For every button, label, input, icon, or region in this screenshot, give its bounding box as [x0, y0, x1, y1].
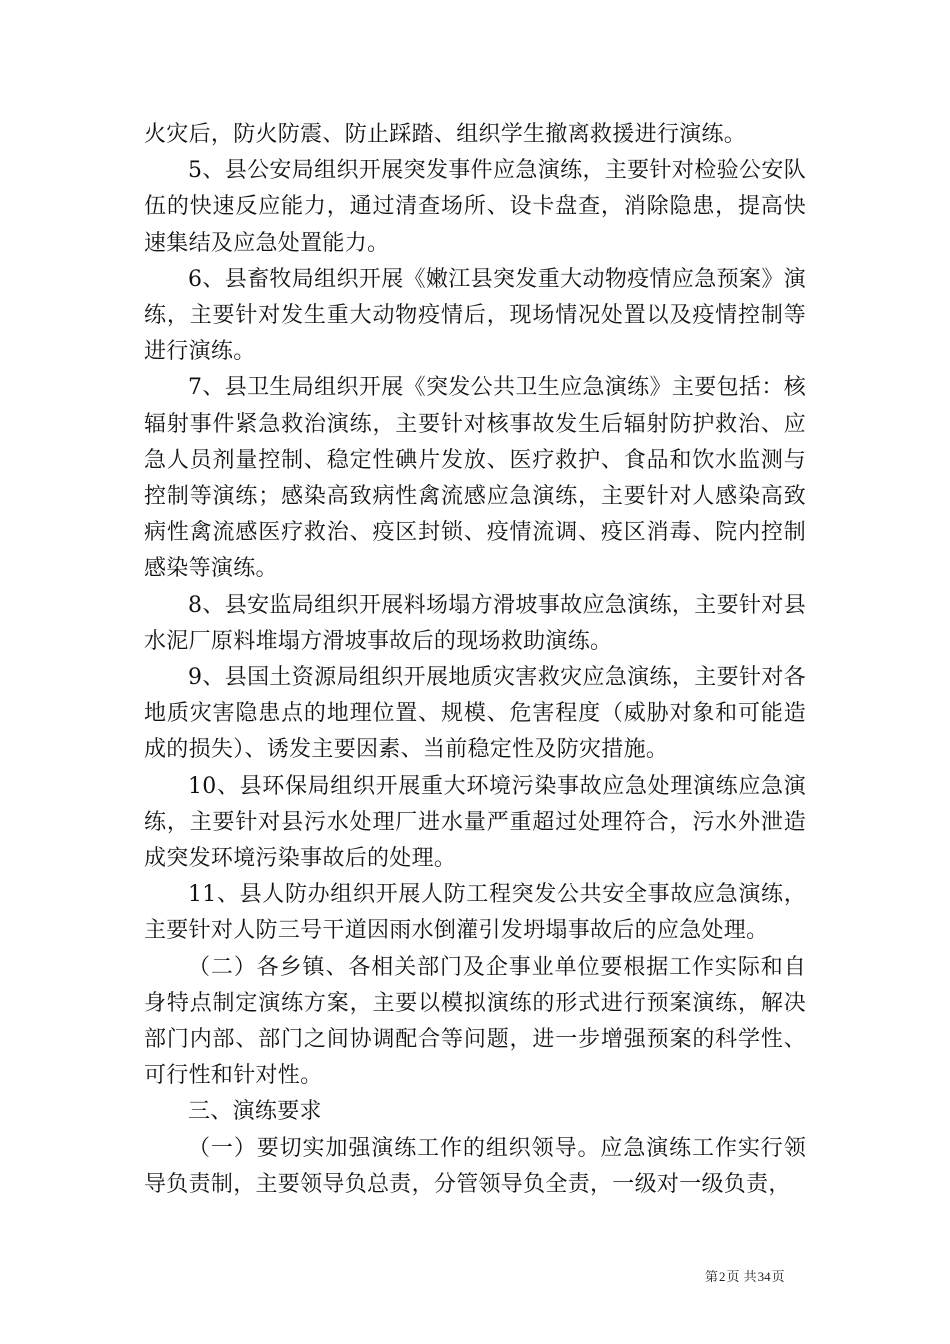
footer-prefix: 第 — [705, 1270, 719, 1285]
footer-suffix: 页 — [771, 1270, 785, 1285]
footer-middle: 页 共 — [726, 1270, 757, 1285]
paragraph-1: 火灾后，防火防震、防止踩踏、组织学生撤离救援进行演练。 — [144, 122, 747, 147]
paragraph-7: 10、县环保局组织开展重大环境污染事故应急处理演练应急演练，主要针对县污水处理厂进水量严重超过处理符合，污水外泄造成突发环境污染事故后的处理。 — [144, 773, 806, 872]
paragraph-5: 8、县安监局组织开展料场塌方滑坡事故应急演练，主要针对县水泥厂原料堆塌方滑坡事故后的现场救助演练。 — [144, 592, 806, 654]
current-page-number: 2 — [719, 1269, 726, 1284]
paragraph-9: （二）各乡镇、各相关部门及企事业单位要根据工作实际和自身特点制定演练方案，主要以模拟演练的形式进行预案演练，解决部门内部、部门之间协调配合等问题，进一步增强预案的科学性、可行性和针对性。 — [144, 954, 806, 1089]
section-heading: 三、演练要求 — [188, 1099, 322, 1125]
paragraph-3: 6、县畜牧局组织开展《嫩江县突发重大动物疫情应急预案》演练，主要针对发生重大动物疫情后，现场情况处置以及疫情控制等进行演练。 — [144, 266, 806, 365]
paragraph-8: 11、县人防办组织开展人防工程突发公共安全事故应急演练，主要针对人防三号干道因雨水倒灌引发坍塌事故后的应急处理。 — [144, 882, 806, 944]
paragraph-10: （一）要切实加强演练工作的组织领导。应急演练工作实行领导负责制，主要领导负总责，分管领导负全责，一级对一级负责， — [144, 1135, 806, 1197]
document-body — [144, 117, 806, 1203]
paragraph-6: 9、县国土资源局组织开展地质灾害救灾应急演练，主要针对各地质灾害隐患点的地理位置、规模、危害程度（威胁对象和可能造成的损失）、诱发主要因素、当前稳定性及防灾措施。 — [144, 665, 806, 763]
paragraph-4: 7、县卫生局组织开展《突发公共卫生应急演练》主要包括：核辐射事件紧急救治演练，主要针对核事故发生后辐射防护救治、应急人员剂量控制、稳定性碘片发放、医疗救护、食品和饮水监测与控制等演练；感染高致病性禽流感应急演练，主要针对人感染高致病性禽流感医疗救治、疫区封锁、疫情流调、疫区消毒、院内控制感染等演练。 — [144, 375, 806, 582]
page-number-indicator — [705, 1268, 785, 1287]
paragraph-2: 5、县公安局组织开展突发事件应急演练，主要针对检验公安队伍的快速反应能力，通过清查场所、设卡盘查，消除隐患，提高快速集结及应急处置能力。 — [144, 158, 806, 256]
total-page-count: 34 — [757, 1269, 771, 1284]
